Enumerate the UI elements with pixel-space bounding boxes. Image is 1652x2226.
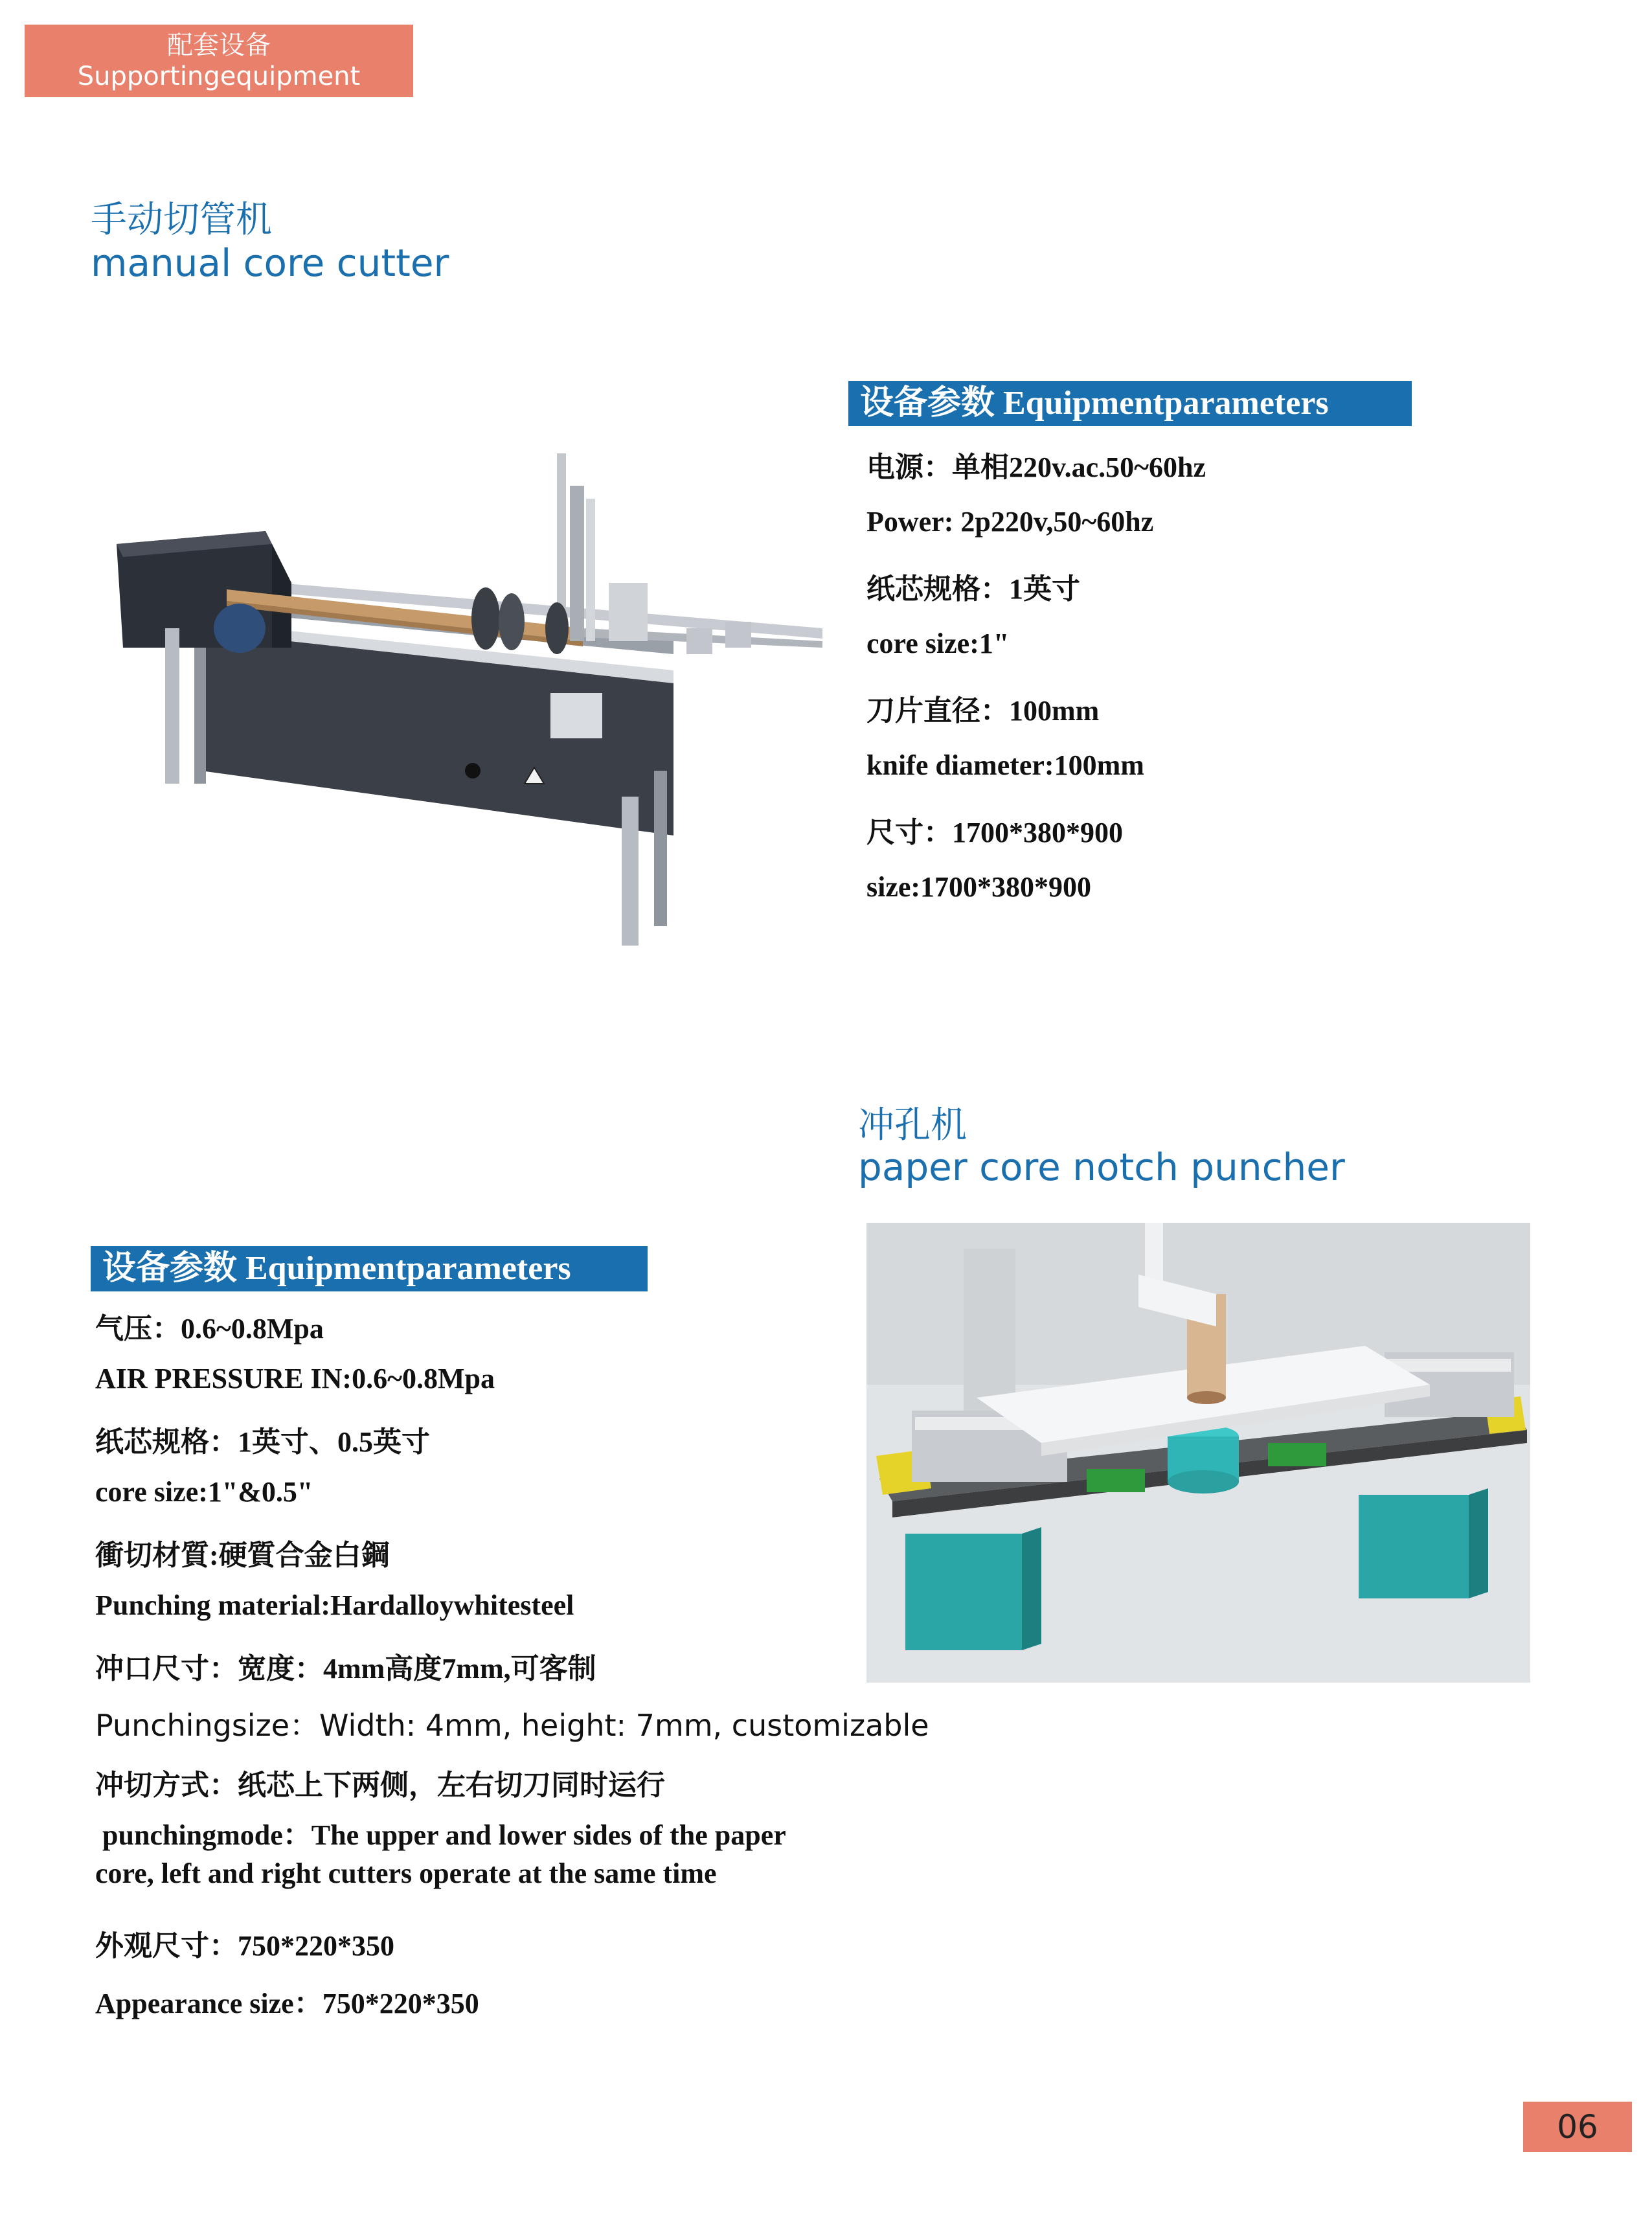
product2-spec-appearance-en: Appearance size：750*220*350 xyxy=(95,1988,479,2019)
product2-spec-air-en: AIR PRESSURE IN:0.6~0.8Mpa xyxy=(95,1363,495,1394)
section-tag-en: Supportingequipment xyxy=(77,62,361,91)
product1-spec-power-zh: 电源：单相220v.ac.50~60hz xyxy=(866,451,1206,483)
product2-spec-core-zh: 纸芯规格：1英寸、0.5英寸 xyxy=(95,1426,430,1458)
product2-spec-punchsize-zh: 冲口尺寸：宽度：4mm高度7mm,可客制 xyxy=(95,1653,596,1685)
product2-spec-appearance-zh: 外观尺寸：750*220*350 xyxy=(95,1930,394,1962)
product2-title-zh: 冲孔机 xyxy=(858,1104,967,1146)
product1-spec-size-zh: 尺寸：1700*380*900 xyxy=(866,817,1123,848)
notch-puncher-image xyxy=(866,1223,1530,1683)
product1-spec-core-zh: 纸芯规格：1英寸 xyxy=(866,573,1080,605)
product2-spec-core-en: core size:1"&0.5" xyxy=(95,1476,313,1508)
product1-spec-size-en: size:1700*380*900 xyxy=(866,871,1092,903)
product2-spec-mode-zh: 冲切方式：纸芯上下两侧，左右切刀同时运行 xyxy=(95,1769,665,1801)
product1-spec-power-en: Power: 2p220v,50~60hz xyxy=(866,506,1154,538)
product1-title-en: manual core cutter xyxy=(91,241,449,285)
section-tag-zh: 配套设备 xyxy=(167,30,271,60)
product1-title-zh: 手动切管机 xyxy=(91,199,272,241)
section-tag xyxy=(25,25,413,97)
product2-spec-mode-en-line2: core, left and right cutters operate at the same time xyxy=(95,1857,717,1889)
core-cutter-image xyxy=(104,434,842,952)
page-number: 06 xyxy=(1523,2102,1632,2152)
product1-spec-knife-en: knife diameter:100mm xyxy=(866,749,1144,781)
product2-spec-material-zh: 衝切材質:硬質合金白鋼 xyxy=(95,1539,390,1571)
product2-spec-mode-en-line1: punchingmode：The upper and lower sides of the paper xyxy=(95,1819,786,1851)
product1-spec-knife-zh: 刀片直径：100mm xyxy=(866,695,1100,727)
product2-spec-punchsize-en: Punchingsize：Width: 4mm, height: 7mm, customizable xyxy=(95,1708,929,1743)
product2-params-header: 设备参数 Equipmentparameters xyxy=(91,1246,648,1291)
product2-spec-air-zh: 气压：0.6~0.8Mpa xyxy=(95,1313,324,1345)
product2-spec-material-en: Punching material:Hardalloywhitesteel xyxy=(95,1589,574,1621)
product2-title-en: paper core notch puncher xyxy=(858,1145,1345,1189)
product1-params-header: 设备参数 Equipmentparameters xyxy=(848,381,1412,426)
product1-spec-core-en: core size:1" xyxy=(866,628,1010,659)
